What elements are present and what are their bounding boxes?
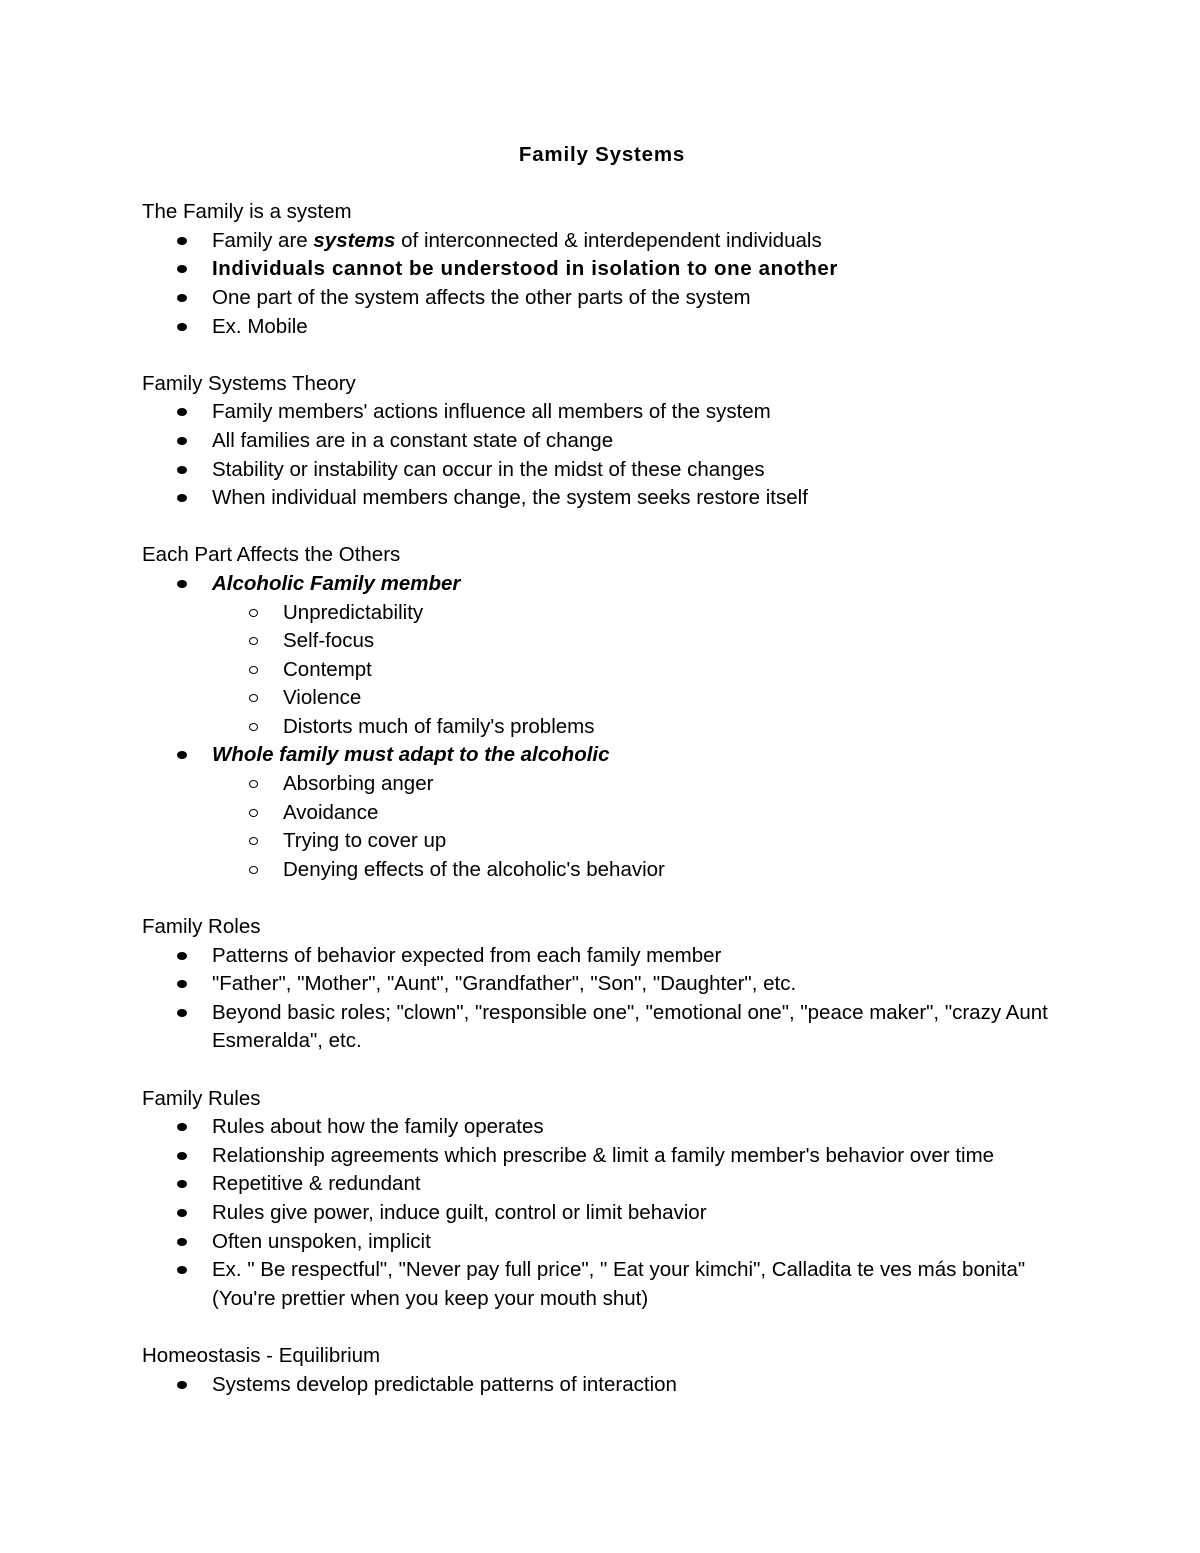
bullet-icon: [177, 494, 187, 502]
list-item: [142, 1142, 1062, 1171]
item-text: Stability or instability can occur in the midst of these changes: [212, 457, 765, 481]
hollow-bullet-icon: [249, 780, 258, 788]
bullet-icon: [177, 1180, 187, 1188]
bullet-icon: [177, 1123, 187, 1131]
bullet-icon: [177, 751, 187, 759]
bullet-icon: [177, 1266, 187, 1274]
item-text: Individuals cannot be understood in isolation to one another: [212, 257, 838, 281]
section-family-systems-theory: [142, 370, 1062, 513]
item-text: Alcoholic Family member: [212, 571, 461, 595]
hollow-bullet-icon: [249, 637, 258, 645]
list-item: [142, 398, 1062, 427]
item-text: Often unspoken, implicit: [212, 1229, 431, 1253]
bullet-list: [142, 227, 1062, 341]
bullet-list: [142, 1113, 1062, 1313]
sub-list-item: [212, 856, 1062, 885]
sub-bullet-list: [212, 770, 1062, 884]
item-text: Rules about how the family operates: [212, 1115, 544, 1139]
hollow-bullet-icon: [249, 809, 258, 817]
sub-list-item: [212, 799, 1062, 828]
section-heading: Homeostasis - Equilibrium: [142, 1343, 381, 1367]
item-text: Relationship agreements which prescribe & limit a family member's behavior over time: [212, 1143, 995, 1167]
sub-list-item: [212, 713, 1062, 742]
section-heading: Family Systems Theory: [142, 371, 356, 395]
section-family-roles: [142, 913, 1062, 1056]
item-text: All families are in a constant state of change: [212, 428, 614, 452]
item-text: Rules give power, induce guilt, control or limit behavior: [212, 1200, 707, 1224]
section-heading: Each Part Affects the Others: [142, 543, 401, 567]
sub-item-text: Absorbing anger: [283, 772, 434, 796]
item-text: "Father", "Mother", "Aunt", "Grandfather", "Son", "Daughter", etc.: [212, 972, 797, 996]
bullet-icon: [177, 1238, 187, 1246]
sub-list-item: [212, 827, 1062, 856]
hollow-bullet-icon: [249, 866, 258, 874]
section-homeostasis: [142, 1342, 1062, 1399]
bullet-icon: [177, 323, 187, 331]
bullet-icon: [177, 237, 187, 245]
item-text: Repetitive & redundant: [212, 1172, 421, 1196]
bullet-icon: [177, 408, 187, 416]
bullet-icon: [177, 294, 187, 302]
document-page: [142, 141, 1062, 1428]
sub-list-item: [212, 684, 1062, 713]
list-item: [142, 284, 1062, 313]
item-text: Beyond basic roles; "clown", "responsible one", "emotional one", "peace maker", "crazy Aunt Esmeralda", etc.: [212, 1000, 1048, 1053]
list-item: [142, 255, 1062, 284]
list-item: [142, 313, 1062, 342]
sub-item-text: Contempt: [283, 657, 372, 681]
section-heading: Family Roles: [142, 915, 261, 939]
list-item: [142, 1256, 1062, 1313]
section-heading: The Family is a system: [142, 200, 352, 224]
list-item: [142, 1113, 1062, 1142]
item-text: Family members' actions influence all members of the system: [212, 400, 771, 424]
sub-bullet-list: [212, 599, 1062, 742]
bullet-icon: [177, 437, 187, 445]
list-item: [142, 1228, 1062, 1257]
item-text: Systems develop predictable patterns of interaction: [212, 1372, 677, 1396]
item-text: Patterns of behavior expected from each family member: [212, 943, 722, 967]
list-item: [142, 1371, 1062, 1400]
item-text: When individual members change, the system seeks restore itself: [212, 486, 808, 510]
bullet-list: [142, 398, 1062, 512]
hollow-bullet-icon: [249, 694, 258, 702]
item-text: Ex. " Be respectful", "Never pay full price", " Eat your kimchi", Calladita te ves más bonita" (You're prettier when you keep your mouth shut): [212, 1258, 1026, 1310]
bullet-icon: [177, 466, 187, 474]
sub-item-text: Self-focus: [283, 629, 375, 653]
sub-item-text: Distorts much of family's problems: [283, 714, 595, 738]
bullet-icon: [177, 980, 187, 988]
bullet-list: [142, 570, 1062, 885]
sub-item-text: Trying to cover up: [283, 829, 447, 853]
sub-list-item: [212, 656, 1062, 685]
hollow-bullet-icon: [249, 723, 258, 731]
bullet-icon: [177, 1209, 187, 1217]
list-item: [142, 227, 1062, 256]
sub-item-text: Avoidance: [283, 800, 379, 824]
sub-item-text: Violence: [283, 686, 362, 710]
hollow-bullet-icon: [249, 837, 258, 845]
section-family-rules: [142, 1085, 1062, 1314]
item-text-emphasis: systems: [313, 228, 396, 252]
document-title: Family Systems: [518, 143, 686, 166]
item-text: Whole family must adapt to the alcoholic: [212, 743, 610, 767]
list-item: [142, 1199, 1062, 1228]
bullet-icon: [177, 1009, 187, 1017]
list-item: [142, 456, 1062, 485]
item-text-pre: Family are: [212, 228, 314, 252]
sub-item-text: Unpredictability: [283, 600, 424, 624]
item-text-post: of interconnected & interdependent individuals: [395, 228, 822, 252]
hollow-bullet-icon: [249, 609, 258, 617]
list-item: [142, 570, 1062, 742]
section-heading: Family Rules: [142, 1086, 261, 1110]
list-item: [142, 484, 1062, 513]
bullet-icon: [177, 265, 187, 273]
bullet-icon: [177, 580, 187, 588]
list-item: [142, 427, 1062, 456]
hollow-bullet-icon: [249, 666, 258, 674]
list-item: [142, 942, 1062, 971]
list-item: [142, 970, 1062, 999]
bullet-icon: [177, 1152, 187, 1160]
list-item: [142, 1170, 1062, 1199]
sub-list-item: [212, 627, 1062, 656]
list-item: [142, 741, 1062, 884]
bullet-list: [142, 1371, 1062, 1400]
bullet-icon: [177, 952, 187, 960]
item-text: Ex. Mobile: [212, 314, 308, 338]
sub-list-item: [212, 770, 1062, 799]
bullet-icon: [177, 1381, 187, 1389]
section-each-part-affects: [142, 541, 1062, 884]
sub-item-text: Denying effects of the alcoholic's behavior: [283, 857, 665, 881]
sub-list-item: [212, 599, 1062, 628]
bullet-list: [142, 942, 1062, 1056]
list-item: [142, 999, 1062, 1056]
section-family-is-system: [142, 198, 1062, 341]
item-text: One part of the system affects the other parts of the system: [212, 285, 751, 309]
